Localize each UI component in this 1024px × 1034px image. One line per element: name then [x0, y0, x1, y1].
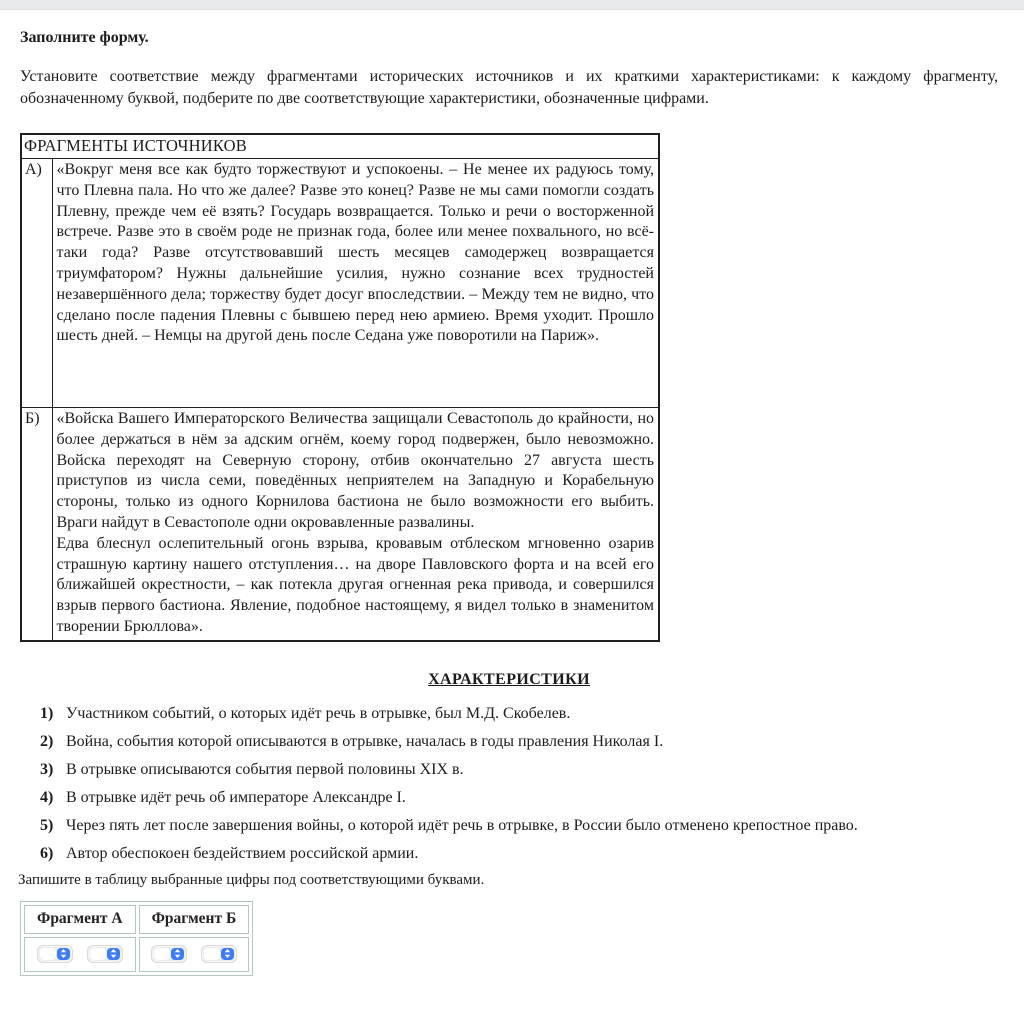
characteristic-number: 1)	[40, 704, 54, 722]
answer-cell-fragment-a	[24, 937, 136, 972]
characteristics-heading: ХАРАКТЕРИСТИКИ	[428, 670, 590, 688]
fragment-a-select-2-value	[90, 948, 106, 960]
fragment-b-select-2[interactable]	[201, 945, 237, 963]
source-text-a-paragraph: «Вокруг меня все как будто торжествуют и успокоены. – Не менее их радуюсь тому, что Плевна пала. Но что же далее? Разве это конец? Разве не мы сами помогли создать Плевну, прежде чем её взять? Государь возвращается. Только и речи о восторженной встрече. Разве это в своём роде не признак года, более или менее похвального, но всё-таки года? Разве отсутствовавший шесть месяцев самодержец возвращается триумфатором? Нужны дальнейшие усилия, нужно сознание всех трудностей незавершённого дела; торжеству будет досуг впоследствии. – Между тем не видно, что сделано после падения Плевны с бывшею перед нею армиею. Время уходит. Прошло шесть дней. – Немцы на другой день после Седана уже поворотили на Париж».	[56, 161, 654, 345]
source-letter-a: А)	[21, 159, 52, 408]
characteristic-text: Через пять лет после завершения войны, о которой идёт речь в отрывке, в России было отменено крепостное право.	[66, 816, 858, 834]
characteristic-text: Война, события которой описываются в отрывке, началась в годы правления Николая I.	[66, 732, 664, 750]
fragment-a-select-1[interactable]	[37, 945, 73, 963]
page-title: Заполните форму.	[20, 29, 149, 46]
answer-column-fragment-b: Фрагмент Б	[139, 905, 250, 934]
characteristic-number: 4)	[40, 788, 54, 806]
task-instruction: Установите соответствие между фрагментами исторических источников и их краткими характеристиками: к каждому фрагменту, обозначенному буквой, подберите по две соответствующие характеристики, обозначенные цифрами.	[20, 68, 998, 107]
characteristic-text: В отрывке идёт речь об императоре Александре I.	[66, 788, 406, 806]
answer-table-select-row	[24, 937, 249, 972]
source-row-b	[21, 408, 659, 641]
characteristic-text: В отрывке описываются события первой половины XIX в.	[66, 760, 464, 778]
answer-column-fragment-a: Фрагмент А	[24, 905, 136, 934]
select-stepper-icon	[171, 948, 184, 960]
characteristic-number: 2)	[40, 732, 54, 750]
answer-table	[20, 901, 253, 976]
select-stepper-icon	[57, 948, 70, 960]
characteristic-number: 5)	[40, 816, 54, 834]
form-content	[0, 29, 1024, 976]
characteristic-item	[20, 760, 998, 780]
top-bar	[0, 0, 1024, 10]
source-letter-b: Б)	[21, 408, 52, 641]
characteristic-number: 3)	[40, 760, 54, 778]
fragment-b-select-1[interactable]	[151, 945, 187, 963]
characteristics-list	[20, 704, 998, 864]
sources-table	[20, 133, 660, 642]
source-row-a	[21, 159, 659, 408]
characteristic-number: 6)	[40, 844, 54, 862]
fragment-a-select-1-value	[40, 948, 56, 960]
fragment-a-select-2[interactable]	[87, 945, 123, 963]
characteristic-item	[20, 844, 998, 864]
source-text-b-paragraph-1: «Войска Вашего Императорского Величества защищали Севастополь до крайности, но более держаться в нём за адским огнём, коему город подвержен, было невозможно. Войска переходят на Северную сторону, отбив окончательно 27 августа шесть приступов из числа семи, поведённых неприятелем на Западную и Корабельную стороны, только из одного Корнилова бастиона не было возможности его выбить. Враги найдут в Севастополе одни окровавленные развалины.	[56, 410, 654, 531]
answer-cell-fragment-b	[139, 937, 250, 972]
characteristic-item	[20, 732, 998, 752]
characteristic-item	[20, 816, 998, 836]
fragment-b-select-1-value	[154, 948, 170, 960]
answer-table-header-row	[24, 905, 249, 934]
answer-note: Запишите в таблицу выбранные цифры под соответствующими буквами.	[18, 871, 485, 888]
sources-table-header: ФРАГМЕНТЫ ИСТОЧНИКОВ	[21, 134, 659, 159]
source-text-a	[52, 159, 659, 408]
characteristic-text: Автор обеспокоен бездействием российской армии.	[66, 844, 419, 862]
fragment-b-select-2-value	[204, 948, 220, 960]
select-stepper-icon	[221, 948, 234, 960]
characteristic-text: Участником событий, о которых идёт речь в отрывке, был М.Д. Скобелев.	[66, 704, 571, 722]
select-stepper-icon	[107, 948, 120, 960]
sources-table-header-row	[21, 134, 659, 159]
characteristic-item	[20, 704, 998, 724]
source-text-b-paragraph-2: Едва блеснул ослепительный огонь взрыва, кровавым отблеском мгновенно озарив страшную картину нашего отступления… на дворе Павловского форта и на всей его ближайшей окрестности, – как потекла другая огненная река привода, и совершился взрыв первого бастиона. Явление, подобное настоящему, я видел только в знаменитом творении Брюллова».	[56, 534, 654, 635]
characteristic-item	[20, 788, 998, 808]
source-text-b	[52, 408, 659, 641]
